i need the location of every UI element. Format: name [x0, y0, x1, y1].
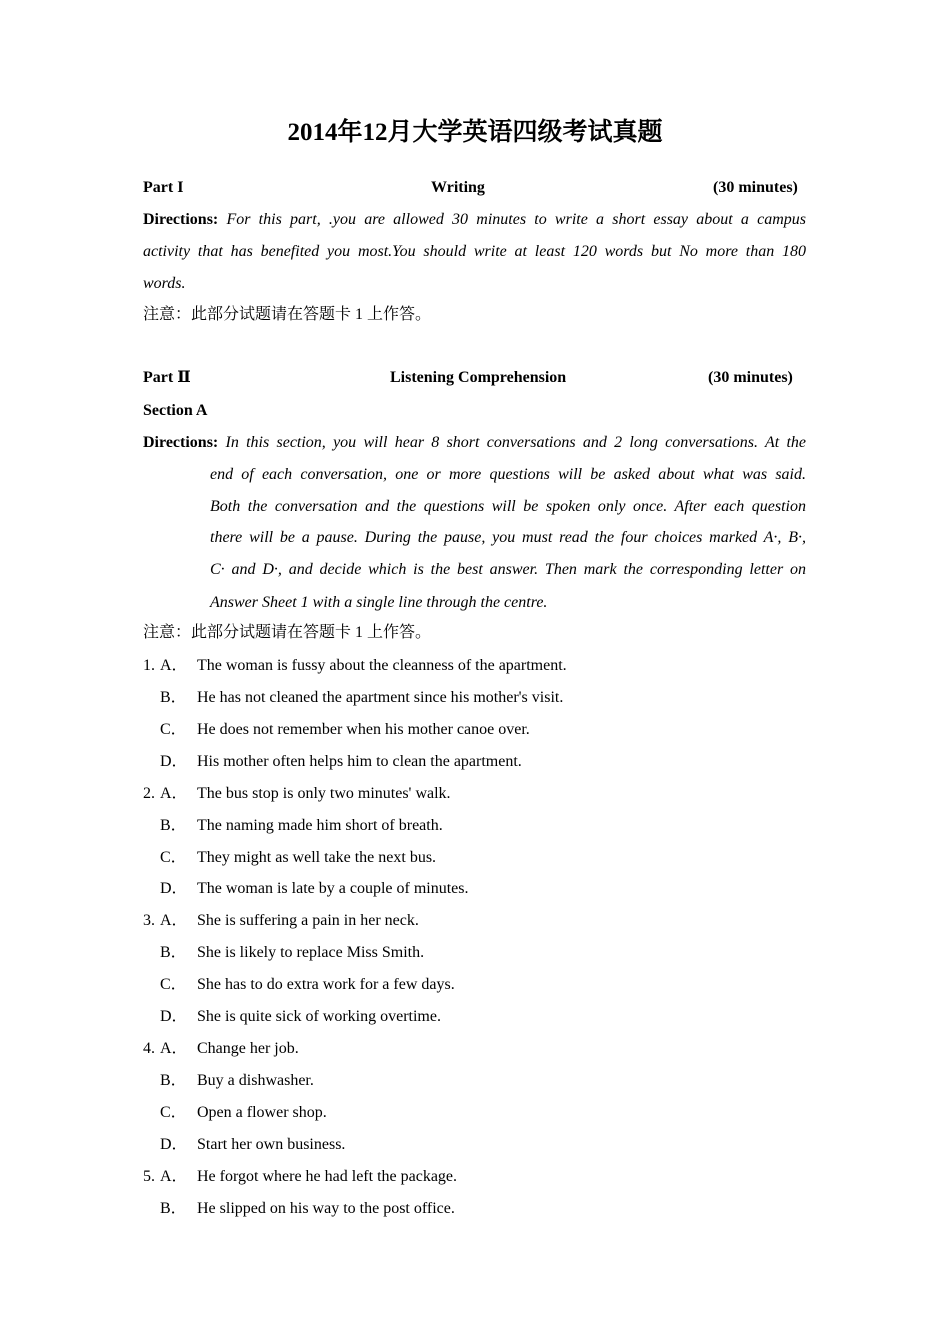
question-4-number: 4.: [143, 1040, 155, 1057]
part1-directions-text: For this part, .you are allowed 30 minutes to write a short essay about a campus: [226, 211, 807, 228]
section-a-heading: Section A: [143, 402, 208, 419]
question-5-option-b: He slipped on his way to the post office.: [197, 1200, 455, 1217]
question-4-option-a: Change her job.: [197, 1040, 299, 1057]
question-3-number: 3.: [143, 912, 155, 929]
part1-directions-line-3: words.: [143, 275, 186, 292]
question-3-option-a-letter: A．: [160, 912, 188, 929]
question-1-option-a-letter: A．: [160, 657, 188, 674]
question-4-option-a-letter: A．: [160, 1040, 188, 1057]
question-2-number: 2.: [143, 785, 155, 802]
question-5-option-a-letter: A．: [160, 1168, 188, 1185]
part2-name: Listening Comprehension: [390, 369, 567, 386]
part2-time: (30 minutes): [708, 369, 793, 386]
part2-directions-line-4: there will be a pause. During the pause, you must read the four choices marked A·, B·,: [210, 529, 806, 546]
question-1-option-d: His mother often helps him to clean the apartment.: [197, 753, 522, 770]
part2-directions-line-2: end of each conversation, one or more questions will be asked about what was said.: [210, 466, 806, 483]
part2-directions-text: In this section, you will hear 8 short conversations and 2 long conversations. At the: [225, 434, 806, 451]
question-1-option-c: He does not remember when his mother canoe over.: [197, 721, 530, 738]
question-3-option-b-letter: B．: [160, 944, 187, 961]
question-2-option-b: The naming made him short of breath.: [197, 817, 443, 834]
question-2-option-c-letter: C．: [160, 849, 187, 866]
question-2-option-a: The bus stop is only two minutes' walk.: [197, 785, 451, 802]
part1-directions-line-1: [143, 209, 806, 231]
page-title: 2014年12月大学英语四级考试真题: [287, 119, 663, 146]
question-2-option-d: The woman is late by a couple of minutes.: [197, 880, 469, 897]
question-2-option-c: They might as well take the next bus.: [197, 849, 437, 866]
question-2-option-b-letter: B．: [160, 817, 187, 834]
part2-directions-line-5: C· and D·, and decide which is the best answer. Then mark the corresponding letter on: [210, 561, 806, 578]
question-3-option-c: She has to do extra work for a few days.: [197, 976, 455, 993]
question-1-option-c-letter: C．: [160, 721, 187, 738]
question-4-option-b: Buy a dishwasher.: [197, 1072, 314, 1089]
question-2-option-d-letter: D．: [160, 880, 188, 897]
part2-directions-line-1: [143, 432, 806, 454]
part1-note: 注意：此部分试题请在答题卡 1 上作答。: [143, 306, 432, 323]
question-1-number: 1.: [143, 657, 155, 674]
part2-label: Part Ⅱ: [143, 369, 191, 386]
question-4-option-d-letter: D．: [160, 1136, 188, 1153]
question-3-option-d-letter: D．: [160, 1008, 188, 1025]
question-4-option-d: Start her own business.: [197, 1136, 346, 1153]
question-1-option-d-letter: D．: [160, 753, 188, 770]
part1-time: (30 minutes): [713, 179, 798, 196]
part2-directions-line-3: Both the conversation and the questions will be spoken only once. After each question: [210, 498, 806, 515]
question-5-option-b-letter: B．: [160, 1200, 187, 1217]
part1-label: Part I: [143, 179, 184, 196]
part1-directions-line-2: activity that has benefited you most.You should write at least 120 words but No more than 180: [143, 243, 806, 260]
question-4-option-c: Open a flower shop.: [197, 1104, 327, 1121]
part1-name: Writing: [431, 179, 485, 196]
question-4-option-b-letter: B．: [160, 1072, 187, 1089]
question-3-option-c-letter: C．: [160, 976, 187, 993]
question-1-option-b: He has not cleaned the apartment since his mother's visit.: [197, 689, 564, 706]
question-4-option-c-letter: C．: [160, 1104, 187, 1121]
question-5-option-a: He forgot where he had left the package.: [197, 1168, 458, 1185]
question-1-option-b-letter: B．: [160, 689, 187, 706]
question-1-option-a: The woman is fussy about the cleanness of the apartment.: [197, 657, 567, 674]
question-3-option-b: She is likely to replace Miss Smith.: [197, 944, 425, 961]
part1-directions-label: Directions:: [143, 211, 219, 228]
part2-note: 注意：此部分试题请在答题卡 1 上作答。: [143, 624, 432, 641]
question-3-option-d: She is quite sick of working overtime.: [197, 1008, 441, 1025]
question-5-number: 5.: [143, 1168, 155, 1185]
question-3-option-a: She is suffering a pain in her neck.: [197, 912, 419, 929]
question-2-option-a-letter: A．: [160, 785, 188, 802]
part2-directions-label: Directions:: [143, 434, 219, 451]
part2-directions-line-6: Answer Sheet 1 with a single line through the centre.: [210, 594, 548, 611]
